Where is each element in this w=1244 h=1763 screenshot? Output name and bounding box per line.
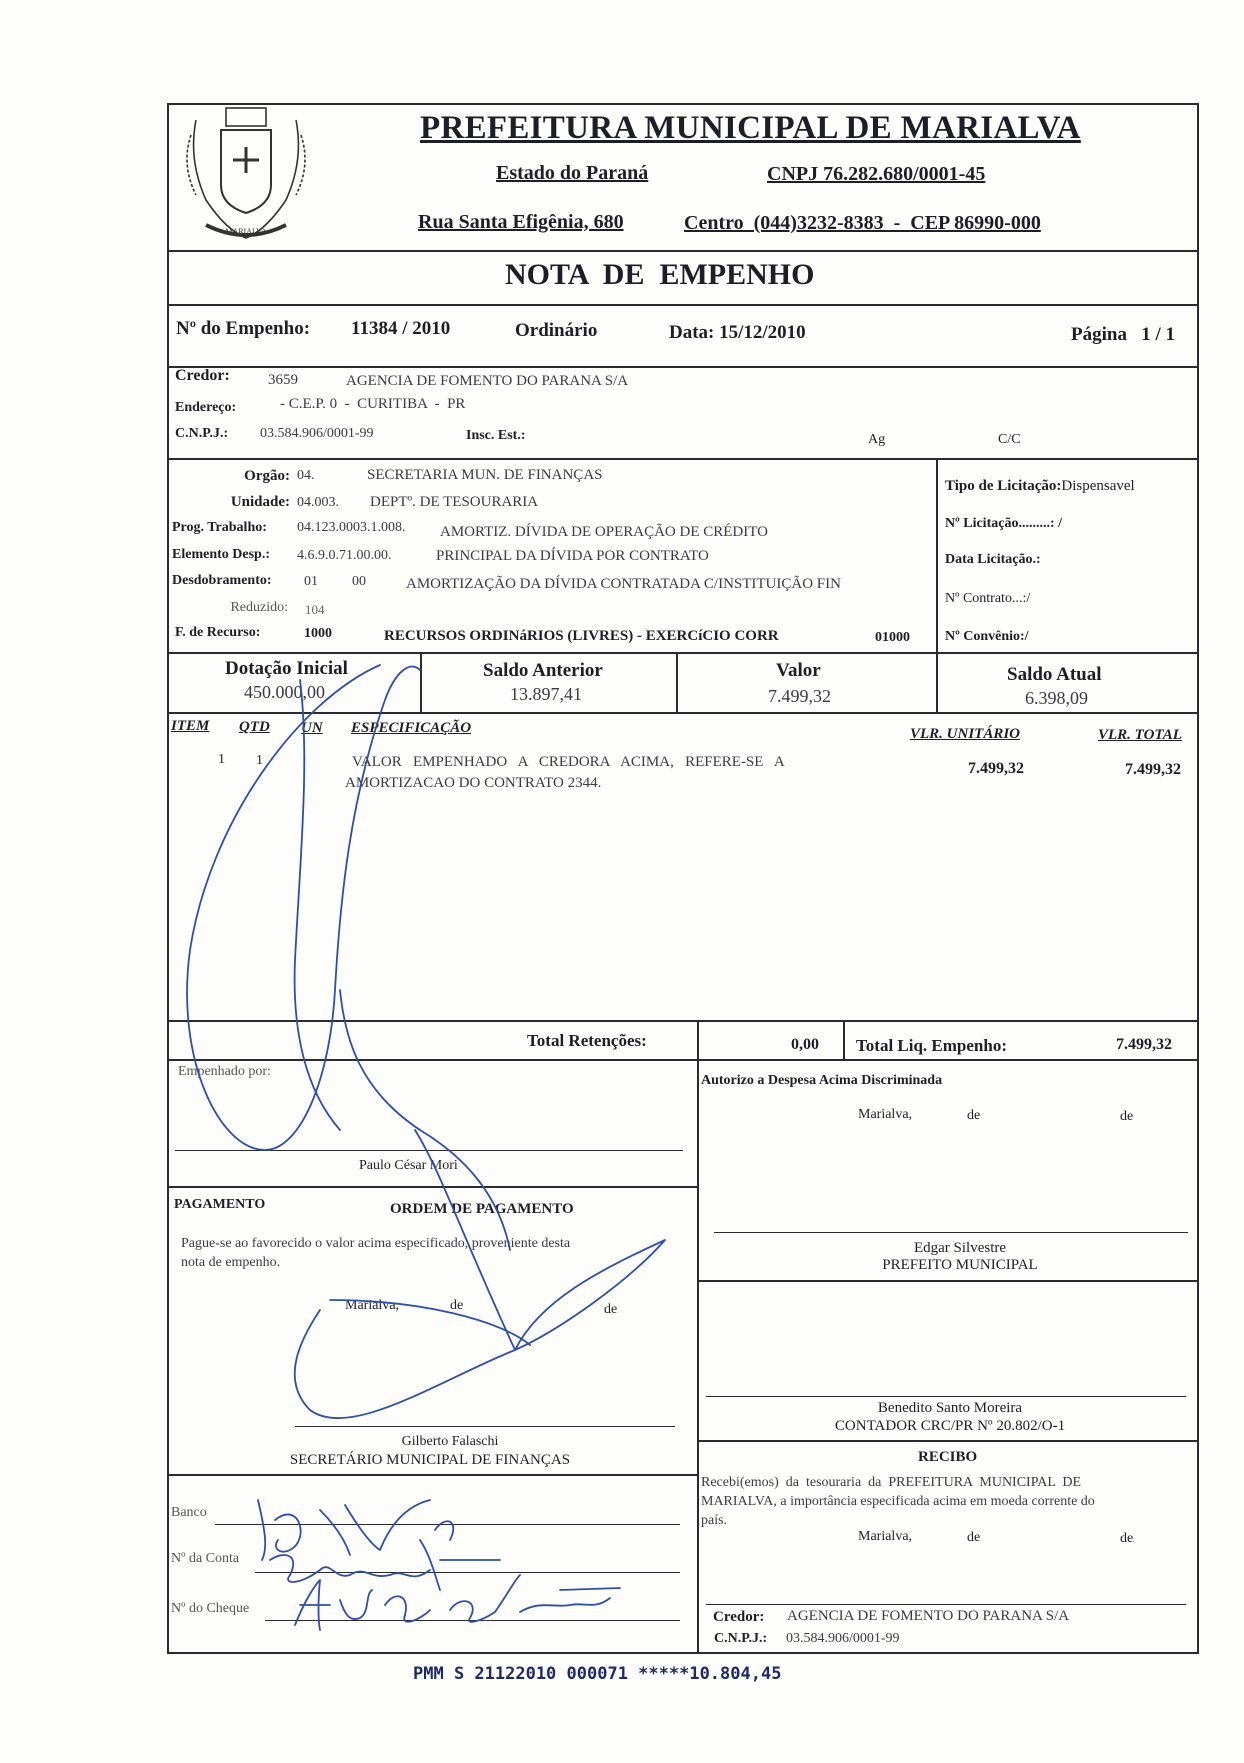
reduzido-label: Reduzido:: [230, 600, 288, 615]
rule-center-divider: [697, 1020, 699, 1653]
licitacao-number: Nº Licitação.........: /: [945, 516, 1062, 531]
recurso-code: 1000: [304, 626, 332, 641]
valor-value: 7.499,32: [768, 686, 831, 706]
saldo-atual-label: Saldo Atual: [1007, 664, 1102, 685]
tipo-licitacao-label: Tipo de Licitação:: [945, 478, 1062, 494]
col-header-qtd: QTD: [239, 719, 270, 735]
cnpj-credor-value: 03.584.906/0001-99: [260, 426, 374, 441]
empenho-label: Nº do Empenho:: [176, 318, 311, 339]
line-conta: [255, 1572, 680, 1573]
street-address: Rua Santa Efigênia, 680: [418, 211, 624, 233]
recibo-cnpj-value: 03.584.906/0001-99: [786, 1631, 900, 1646]
pague-se-line1: Pague-se ao favorecido o valor acima especificado, proveniente desta: [181, 1236, 571, 1251]
valor-label: Valor: [776, 660, 821, 681]
ag-label: Ag: [868, 432, 886, 447]
page-number: Página 1 / 1: [1071, 324, 1175, 345]
secretario-name: Gilberto Falaschi: [401, 1434, 499, 1449]
recurso-desc: RECURSOS ORDINáRIOS (LIVRES) - EXERCíCIO CORR: [384, 628, 779, 644]
convenio-number: Nº Convênio:/: [945, 629, 1029, 644]
prog-trabalho-label: Prog. Trabalho:: [172, 520, 267, 535]
row-item: 1: [218, 752, 225, 767]
sig-line-empenhado: [175, 1150, 683, 1151]
rule-saldo-1: [420, 652, 422, 714]
svg-text:MARIALVA: MARIALVA: [225, 227, 267, 236]
pagamento-label: PAGAMENTO: [174, 1197, 266, 1212]
row-desc-line2: AMORTIZACAO DO CONTRATO 2344.: [345, 775, 602, 791]
rule-totals-mid: [843, 1020, 845, 1060]
autorizo-de-2: de: [1120, 1109, 1134, 1124]
recibo-cnpj-label: C.N.P.J.:: [714, 1631, 768, 1646]
municipality-title: PREFEITURA MUNICIPAL DE MARIALVA: [420, 110, 1081, 146]
footer-print-code: PMM S 21122010 000071 *****10.804,45: [413, 1664, 782, 1684]
col-header-un: UN: [301, 720, 323, 736]
bottom-border: [167, 1652, 1199, 1654]
rule-licitacao-left: [936, 458, 938, 714]
dotacao-inicial-label: Dotação Inicial: [225, 658, 348, 679]
empenho-number: 11384 / 2010: [351, 318, 451, 339]
recibo-credor-name: AGENCIA DE FOMENTO DO PARANA S/A: [787, 1608, 1070, 1624]
pagamento-de-2: de: [604, 1302, 618, 1317]
unidade-label: Unidade:: [230, 494, 290, 510]
sig-line-secretario: [295, 1426, 675, 1427]
orgao-code: 04.: [297, 468, 315, 483]
rule-credor: [167, 458, 1199, 460]
recibo-text-line2: MARIALVA, a importância especificada acima em moeda corrente do: [701, 1494, 1095, 1509]
document-title: NOTA DE EMPENHO: [505, 258, 815, 291]
pague-se-line2: nota de empenho.: [181, 1255, 281, 1270]
conta-label: Nº da Conta: [171, 1551, 240, 1566]
dotacao-inicial-value: 450.000,00: [244, 682, 325, 702]
rule-title: [167, 304, 1199, 306]
credor-label: Credor:: [175, 367, 230, 384]
pagamento-de-1: de: [450, 1298, 464, 1313]
elemento-code: 4.6.9.0.71.00.00.: [297, 548, 392, 563]
rule-pagamento: [167, 1186, 698, 1188]
saldo-anterior-label: Saldo Anterior: [483, 660, 603, 681]
secretario-role: SECRETÁRIO MUNICIPAL DE FINANÇAS: [289, 1452, 571, 1468]
rule-prefeito: [698, 1280, 1198, 1282]
recurso-number: 01000: [875, 630, 910, 645]
contador-name: Benedito Santo Moreira: [877, 1400, 1023, 1416]
top-border: [167, 103, 1199, 105]
line-banco: [215, 1524, 680, 1525]
line-cheque: [265, 1620, 680, 1621]
tipo-licitacao-value: Dispensavel: [1061, 478, 1135, 494]
total-retencoes-label: Total Retenções:: [527, 1031, 647, 1050]
rule-banco: [167, 1474, 698, 1476]
col-header-especificacao: ESPECIFICAÇÃO: [351, 720, 472, 736]
total-liq-value: 7.499,32: [1116, 1036, 1172, 1053]
insc-est-label: Insc. Est.:: [466, 428, 526, 443]
recurso-label: F. de Recurso:: [175, 625, 261, 640]
sig-line-contador: [706, 1396, 1186, 1397]
recibo-text-line1: Recebi(emos) da tesouraria da PREFEITURA MUNICIPAL DE: [701, 1475, 1082, 1490]
orgao-desc: SECRETARIA MUN. DE FINANÇAS: [367, 467, 603, 483]
orgao-label: Orgão:: [244, 468, 290, 484]
cnpj-credor-label: C.N.P.J.:: [175, 426, 229, 441]
row-vlr-unitario: 7.499,32: [968, 760, 1024, 777]
autorizo-city: Marialva,: [858, 1107, 913, 1122]
empenho-date: Data: 15/12/2010: [669, 322, 806, 343]
desdobramento-label: Desdobramento:: [172, 573, 272, 588]
sig-line-prefeito: [714, 1232, 1188, 1233]
col-header-item: ITEM: [171, 718, 210, 734]
banco-label: Banco: [171, 1505, 207, 1520]
sig-line-credor: [706, 1604, 1186, 1605]
desdobramento-desc: AMORTIZAÇÃO DA DÍVIDA CONTRATADA C/INSTITUIÇÃO FIN: [406, 576, 841, 592]
contrato-number: Nº Contrato...:/: [945, 591, 1031, 606]
rule-saldo-2: [676, 652, 678, 714]
contador-role: CONTADOR CRC/PR Nº 20.802/O-1: [834, 1418, 1066, 1434]
pagamento-city: Marialva,: [345, 1298, 400, 1313]
outer-right-border: [1197, 103, 1199, 1653]
rule-empenho: [167, 366, 1199, 368]
row-desc-line1: VALOR EMPENHADO A CREDORA ACIMA, REFERE-SE A: [352, 754, 785, 770]
recibo-title: RECIBO: [918, 1449, 978, 1465]
rule-saldos: [167, 712, 1199, 714]
saldo-atual-value: 6.398,09: [1025, 688, 1088, 708]
desdobramento-code-2: 00: [352, 574, 366, 589]
col-header-vlr-unitario: VLR. UNITÁRIO: [910, 726, 1021, 742]
rule-recibo: [698, 1440, 1198, 1442]
endereco-value: - C.E.P. 0 - CURITIBA - PR: [280, 396, 466, 412]
elemento-label: Elemento Desp.:: [172, 547, 270, 562]
empenhado-por-label: Empenhado por:: [178, 1064, 271, 1079]
tipo-licitacao: [945, 478, 1135, 495]
licitacao-date: Data Licitação.:: [945, 552, 1041, 567]
coat-of-arms-icon: [176, 100, 316, 250]
recibo-text-line3: país.: [701, 1513, 728, 1528]
total-liq-label: Total Liq. Empenho:: [856, 1036, 1007, 1055]
address-contact: Centro (044)3232-8383 - CEP 86990-000: [684, 212, 1041, 234]
rule-budget: [167, 652, 1199, 654]
saldo-anterior-value: 13.897,41: [510, 684, 582, 704]
rule-items: [167, 1020, 1199, 1022]
col-header-vlr-total: VLR. TOTAL: [1098, 727, 1182, 743]
autorizo-de-1: de: [967, 1108, 981, 1123]
desdobramento-code-1: 01: [304, 574, 318, 589]
state-label: Estado do Paraná: [496, 162, 649, 184]
outer-left-border: [167, 103, 169, 1653]
reduzido-value: 104: [305, 602, 325, 617]
recibo-city: Marialva,: [858, 1529, 913, 1544]
recibo-de-2: de: [1120, 1531, 1134, 1546]
empenhado-signer: Paulo César Mori: [359, 1158, 458, 1173]
cnpj-label: CNPJ 76.282.680/0001-45: [767, 163, 986, 185]
recibo-de-1: de: [967, 1530, 981, 1545]
autorizo-label: Autorizo a Despesa Acima Discriminada: [701, 1073, 943, 1088]
credor-name: AGENCIA DE FOMENTO DO PARANA S/A: [346, 373, 629, 389]
total-retencoes-value: 0,00: [791, 1036, 819, 1053]
prefeito-role: PREFEITO MUNICIPAL: [882, 1257, 1038, 1273]
prog-trabalho-desc: AMORTIZ. DÍVIDA DE OPERAÇÃO DE CRÉDITO: [440, 524, 768, 540]
empenho-type: Ordinário: [515, 320, 598, 341]
elemento-desc: PRINCIPAL DA DÍVIDA POR CONTRATO: [436, 548, 709, 564]
endereco-label: Endereço:: [175, 400, 237, 415]
unidade-desc: DEPTº. DE TESOURARIA: [370, 494, 539, 510]
rule-totals: [167, 1059, 1199, 1061]
recibo-credor-label: Credor:: [713, 1609, 765, 1625]
cheque-label: Nº do Cheque: [171, 1601, 250, 1616]
prefeito-name: Edgar Silvestre: [913, 1240, 1007, 1256]
credor-code: 3659: [268, 372, 298, 388]
row-vlr-total: 7.499,32: [1125, 761, 1181, 778]
ordem-pagamento-label: ORDEM DE PAGAMENTO: [390, 1201, 574, 1217]
cc-label: C/C: [998, 432, 1021, 447]
row-qtd: 1: [256, 753, 263, 768]
prog-trabalho-code: 04.123.0003.1.008.: [297, 520, 406, 535]
rule-header: [167, 250, 1199, 252]
unidade-code: 04.003.: [297, 495, 339, 510]
